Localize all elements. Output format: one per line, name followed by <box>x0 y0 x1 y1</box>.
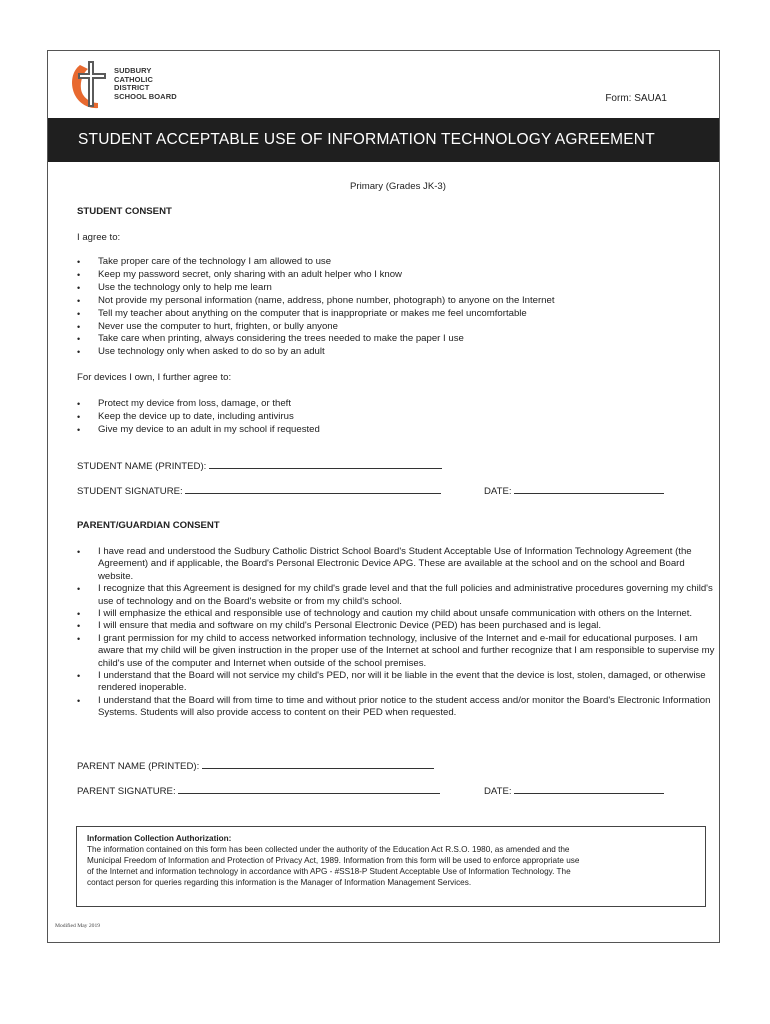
list-item: • Take proper care of the technology I am allowed to use <box>77 256 555 269</box>
list-item: • Never use the computer to hurt, frighten, or bully anyone <box>77 321 555 334</box>
parent-name-label: PARENT NAME (PRINTED): <box>77 761 200 772</box>
parent-name-field[interactable] <box>77 759 434 774</box>
parent-consent-heading: PARENT/GUARDIAN CONSENT <box>77 520 220 531</box>
parent-signature-label: PARENT SIGNATURE: <box>77 786 176 797</box>
student-agreement-list <box>77 256 555 359</box>
student-name-line[interactable] <box>209 459 442 469</box>
device-agreement-list <box>77 398 320 437</box>
parent-signature-field[interactable] <box>77 784 440 799</box>
devices-intro: For devices I own, I further agree to: <box>77 372 232 383</box>
list-item: • I understand that the Board will not service my child's PED, nor will it be liable in the event that the device is lost, stolen, damaged, or otherwise rendered inoperable. <box>77 670 719 695</box>
list-item: • Give my device to an adult in my school if requested <box>77 424 320 437</box>
form-page <box>47 50 720 943</box>
list-item: • Use the technology only to help me learn <box>77 282 555 295</box>
list-item: • Take care when printing, always considering the trees needed to make the paper I use <box>77 333 555 346</box>
parent-date-field[interactable] <box>484 784 664 799</box>
information-collection-box <box>76 826 706 907</box>
cross-logo-icon <box>70 59 110 111</box>
list-item: • Use technology only when asked to do so by an adult <box>77 346 555 359</box>
parent-agreement-list <box>77 546 719 720</box>
list-item: • I grant permission for my child to access networked information technology, inclusive of the Internet and e-mail for educational purposes. I am aware that my child will be given instruction in the proper use of the Internet at school and further recognize that I am responsible to supervise my child's use of the computer and Internet when outside of the school premises. <box>77 633 719 670</box>
info-box-line: Municipal Freedom of Information and Protection of Privacy Act, 1989. Information from this form will be used to enforce appropriate use <box>87 856 580 865</box>
list-item: • I will ensure that media and software on my child's Personal Electronic Device (PED) has been purchased and is legal. <box>77 620 719 632</box>
list-item: • I will emphasize the ethical and responsible use of technology and caution my child about unsafe communication with others on the Internet. <box>77 608 719 620</box>
list-item: • Not provide my personal information (name, address, phone number, photograph) to anyone on the Internet <box>77 295 555 308</box>
page-title: STUDENT ACCEPTABLE USE OF INFORMATION TECHNOLOGY AGREEMENT <box>48 118 719 162</box>
list-item: • Protect my device from loss, damage, or theft <box>77 398 320 411</box>
list-item: • Keep my password secret, only sharing with an adult helper who I know <box>77 269 555 282</box>
parent-name-line[interactable] <box>202 759 434 769</box>
info-box-line: The information contained on this form has been collected under the authority of the Education Act R.S.O. 1980, as amended and the <box>87 845 570 854</box>
student-consent-heading: STUDENT CONSENT <box>77 206 172 217</box>
student-date-line[interactable] <box>514 484 664 494</box>
student-signature-line[interactable] <box>185 484 441 494</box>
parent-signature-line[interactable] <box>178 784 440 794</box>
student-consent-intro: I agree to: <box>77 232 121 243</box>
list-item: • I have read and understood the Sudbury Catholic District School Board's Student Acceptable Use of Information Technology Agreement (the Agreement) and if applicable, the Board's Personal Electronic Device APG. These are available at the school and on the school and Board website. <box>77 546 719 583</box>
info-box-title: Information Collection Authorization: <box>87 834 232 843</box>
form-number: Form: SAUA1 <box>605 93 667 104</box>
info-box-line: of the Internet and information technology in accordance with APG - #SS18-P Student Acceptable Use of Information Technology. The <box>87 867 571 876</box>
list-item: • Keep the device up to date, including antivirus <box>77 411 320 424</box>
student-signature-field[interactable] <box>77 484 441 499</box>
parent-date-label: DATE: <box>484 786 512 797</box>
student-date-label: DATE: <box>484 486 512 497</box>
student-signature-label: STUDENT SIGNATURE: <box>77 486 183 497</box>
list-item: • I recognize that this Agreement is designed for my child's grade level and that the full policies and administrative procedures governing my child's use of technology and on the Board's website or from my child's school. <box>77 583 719 608</box>
logo-wordmark: SUDBURY CATHOLIC DISTRICT SCHOOL BOARD <box>114 66 177 101</box>
list-item: • Tell my teacher about anything on the computer that is inappropriate or makes me feel uncomfortable <box>77 308 555 321</box>
school-board-logo <box>70 59 210 111</box>
grade-subtitle: Primary (Grades JK-3) <box>350 181 446 192</box>
info-box-line: contact person for queries regarding this information is the Manager of Information Management Services. <box>87 878 472 887</box>
student-name-field[interactable] <box>77 459 442 474</box>
list-item: • I understand that the Board will from time to time and without prior notice to the student access and/or monitor the Board's Electronic Information Systems. Students will also provide access to content on their PED when requested. <box>77 695 719 720</box>
student-name-label: STUDENT NAME (PRINTED): <box>77 461 207 472</box>
student-date-field[interactable] <box>484 484 664 499</box>
modified-date: Modified May 2019 <box>55 923 101 929</box>
parent-date-line[interactable] <box>514 784 664 794</box>
